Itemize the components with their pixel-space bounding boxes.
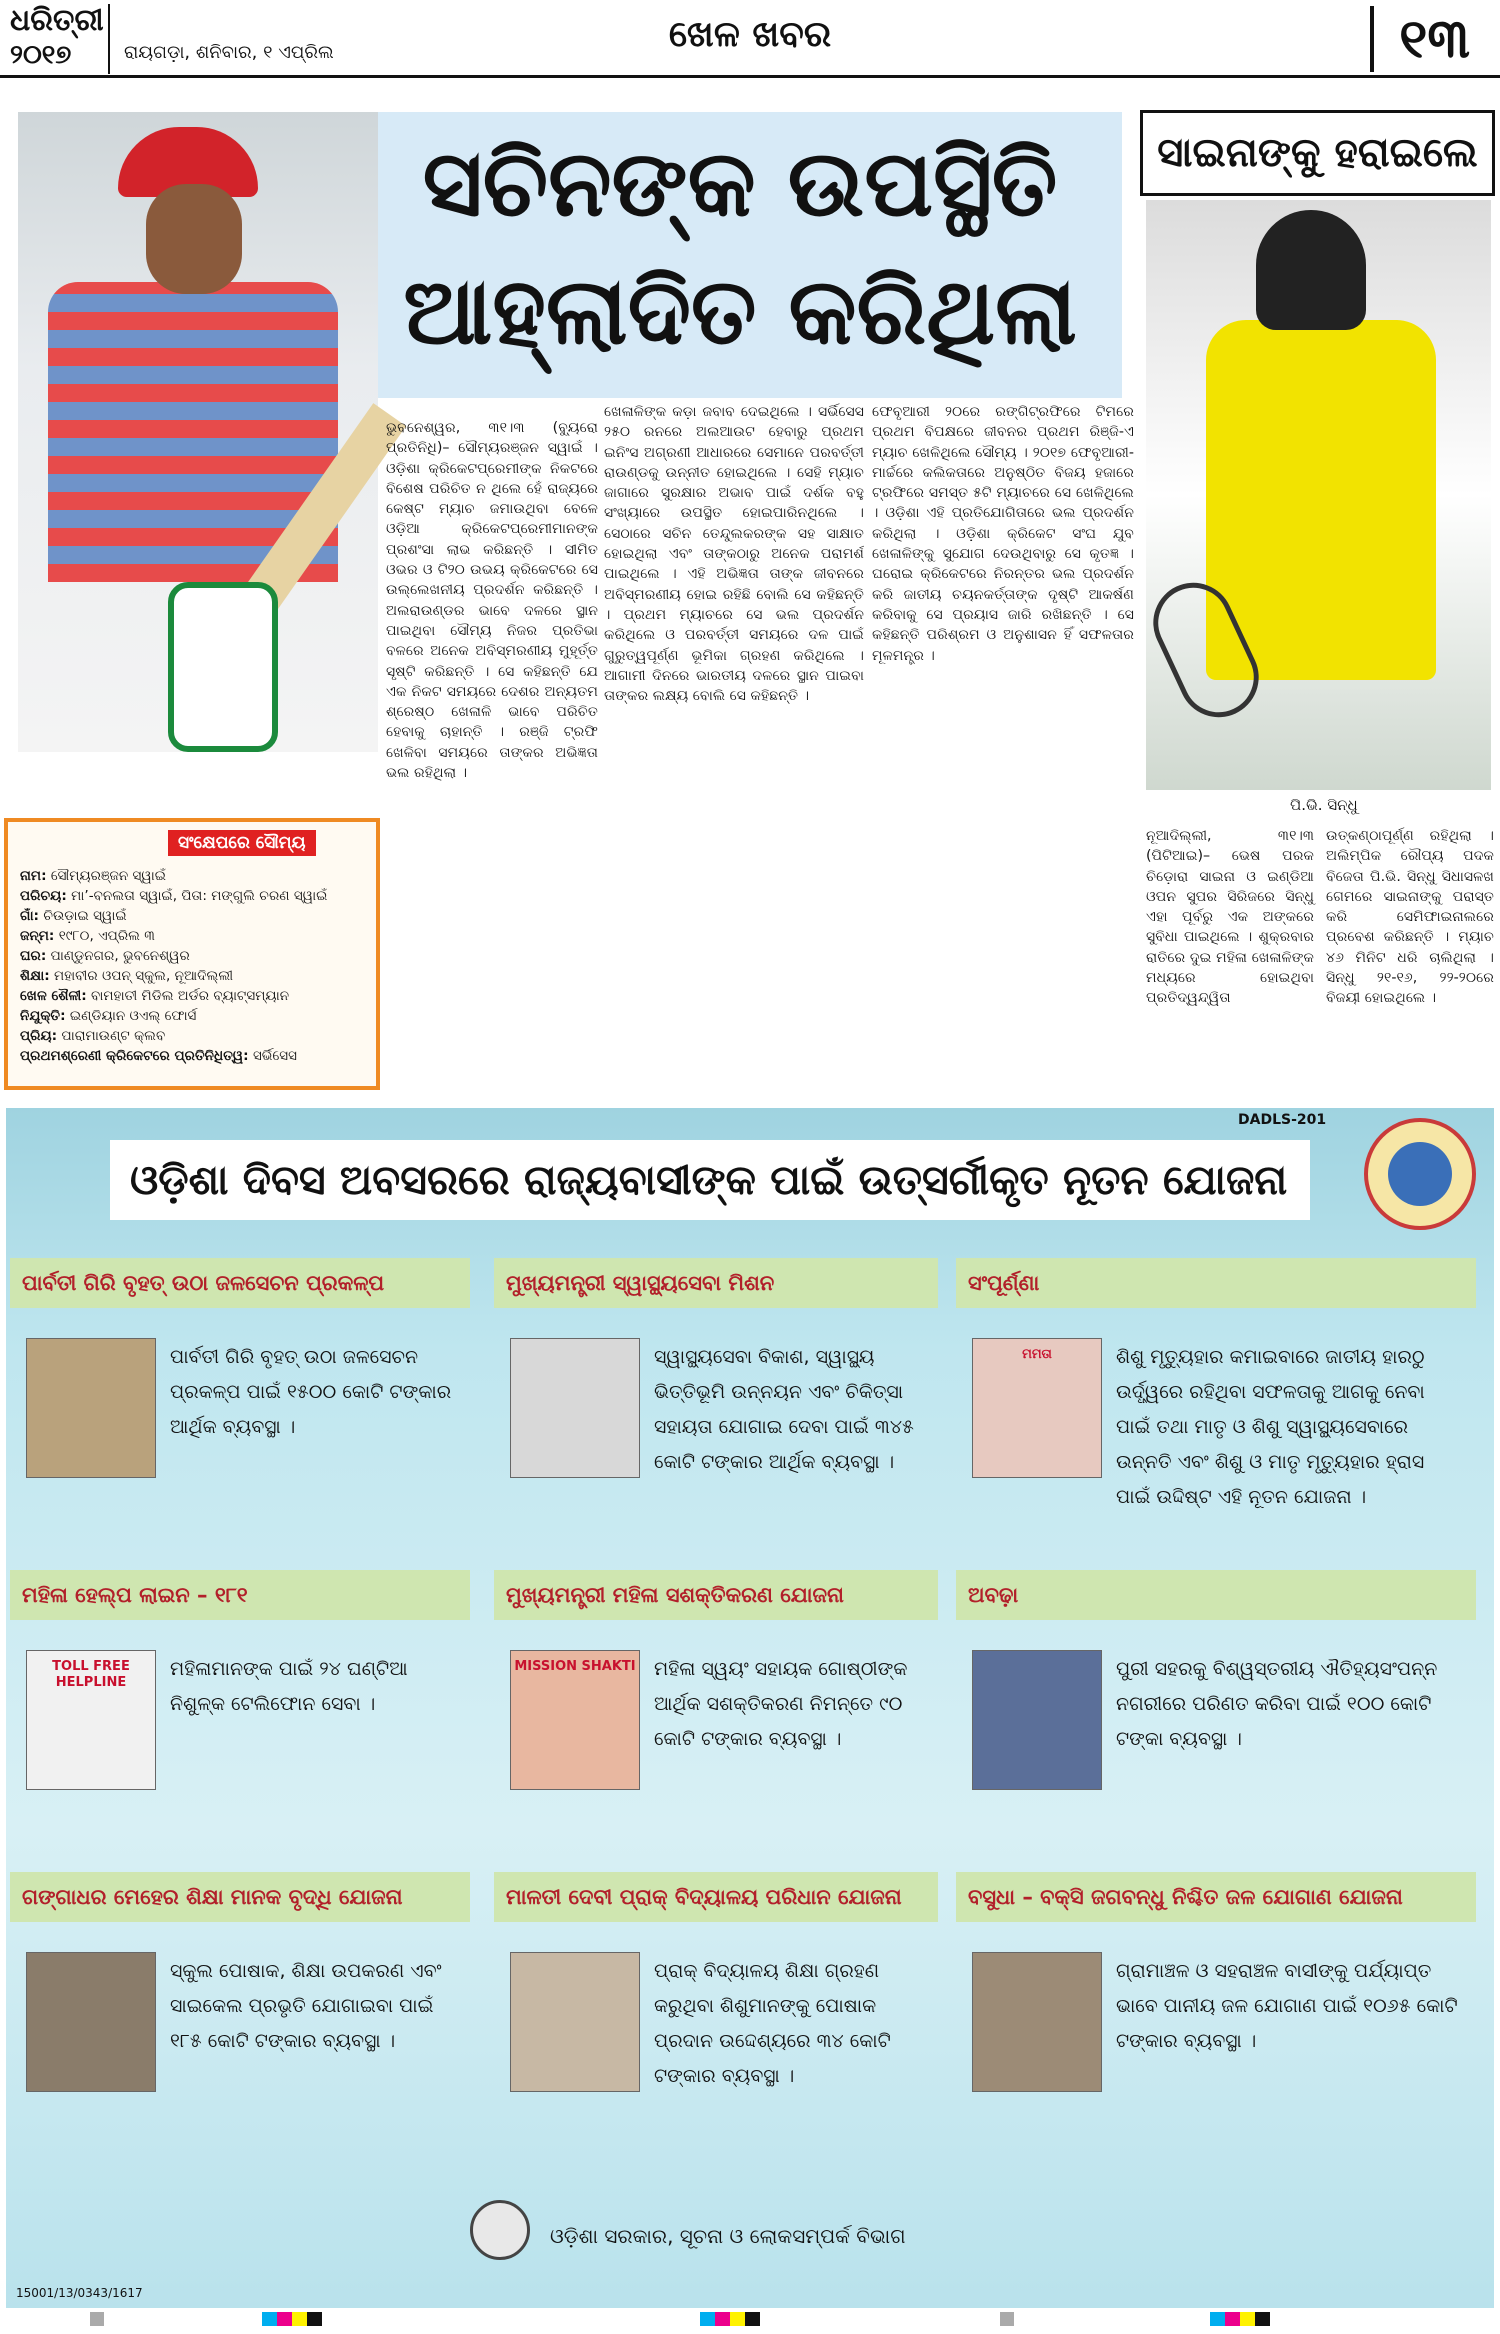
scheme-heading: ଗଙ୍ଗାଧର ମେହେର ଶିକ୍ଷା ମାନକ ବୃଦ୍ଧି ଯୋଜନା	[10, 1872, 470, 1922]
scheme-description: ମହିଳାମାନଙ୍କ ପାଇଁ ୨୪ ଘଣ୍ଟିଆ ନିଶୁଳ୍କ ଟେଲିଫୋନ ସେବା ।	[170, 1658, 408, 1715]
bio-key: ପ୍ରିୟ:	[20, 1028, 58, 1044]
scheme-photo	[972, 1650, 1102, 1790]
bio-key: ପ୍ରଥମଶ୍ରେଣୀ କ୍ରିକେଟରେ ପ୍ରତିନିଧିତ୍ୱ:	[20, 1048, 249, 1064]
scheme-heading: ମହିଳା ହେଲ୍ପ ଲାଇନ – ୧୮୧	[10, 1570, 470, 1620]
bio-line	[20, 966, 376, 986]
bio-value: ସର୍ଭିସେସ	[252, 1048, 298, 1064]
bio-line	[20, 1046, 376, 1066]
page-number: ୧୩	[1370, 6, 1495, 72]
scheme-heading: ମାଳତୀ ଦେବୀ ପ୍ରାକ୍ ବିଦ୍ୟାଳୟ ପରିଧାନ ଯୋଜନା	[494, 1872, 938, 1922]
scheme-photo	[972, 1338, 1102, 1478]
color-bar	[700, 2312, 760, 2326]
bio-line	[20, 946, 376, 966]
section-title: ଖେଳ ଖବର	[668, 14, 832, 55]
registration-mark	[1000, 2312, 1014, 2326]
scheme-badge: MISSION SHAKTI	[514, 1659, 636, 1674]
scheme-description: ପାର୍ବତୀ ଗିରି ବୃହତ୍ ଉଠା ଜଳସେଚନ ପ୍ରକଳ୍ପ ପାଇଁ ୧୫୦୦ କୋଟି ଟଙ୍କାର ଆର୍ଥିକ ବ୍ୟବସ୍ଥା ।	[170, 1346, 452, 1438]
scheme-photo	[972, 1952, 1102, 2092]
sindhu-photo	[1146, 200, 1491, 790]
bio-key: ଘର:	[20, 948, 47, 964]
photo-caption: ପି.ଭି. ସିନ୍ଧୁ	[1290, 796, 1358, 814]
lead-column-3: ଫେବୃଆରୀ ୨୦ରେ ରଙ୍ଗିଟ୍ରଫିରେ ଟିମରେ ପ୍ରଥମ ବିପକ୍ଷରେ ଜୀବନର ପ୍ରଥମ ରିଞ୍ଜି-ଏ ମ୍ୟାଚ ଖେଳିଥିଲେ ସୌମ୍ୟ । ୨୦୧୭ ଫେବୃଆରୀ-ମାର୍ଚ୍ଚରେ କଲିକତାରେ ଅନୁଷ୍ଠିତ ବିଜୟ ହଜାରେ ଟ୍ରଫିରେ ସମସ୍ତ ୫ଟି ମ୍ୟାଚରେ ସେ ଖେଳିଥିଲେ । ଓଡ଼ିଶା ଏହି ପ୍ରତିଯୋଗିତାରେ ଭଲ ପ୍ରଦର୍ଶନ କରିଥିଲା । ଓଡ଼ିଶା କ୍ରିକେଟ ସଂଘ ଯୁବ ଖେଳାଳିଙ୍କୁ ସୁଯୋଗ ଦେଉଥିବାରୁ ସେ କୃତଜ୍ଞ । ଘରୋଇ କ୍ରିକେଟରେ ନିରନ୍ତର ଭଲ ପ୍ରଦର୍ଶନ କରି ଜାତୀୟ ଚୟନକର୍ତ୍ତାଙ୍କ ଦୃଷ୍ଟି ଆକର୍ଷଣ କରିବାକୁ ସେ ପ୍ରୟାସ ଜାରି ରଖିଛନ୍ତି । ସେ କହିଛନ୍ତି ପରିଶ୍ରମ ଓ ଅନୁଶାସନ ହିଁ ସଫଳତାର ମୂଳମନ୍ତ୍ର ।	[872, 404, 1134, 664]
scheme-heading: ବସୁଧା – ବକ୍ସି ଜଗବନ୍ଧୁ ନିଶ୍ଚିତ ଜଳ ଯୋଗାଣ ଯୋଜନା	[956, 1872, 1476, 1922]
bio-value: ପାରାମାଉଣ୍ଟ କ୍ଲବ	[61, 1028, 166, 1044]
bio-line	[20, 886, 376, 906]
lead-headline	[360, 120, 1120, 376]
sindhu-story-text: ନୂଆଦିଲ୍ଲୀ, ୩୧।୩ (ପିଟିଆଇ)– ଭେଷ ପରକ ଚିଡ଼ୋରା ସାଇନା ଓ ଇଣ୍ଡିଆ ଓପନ ସୁପର ସିରିଜରେ ସିନ୍ଧୁ ଏହା ପୂର୍ବରୁ ଏକ ଅଙ୍କରେ ସୁବିଧା ପାଇଥିଲେ । ଶୁକ୍ରବାର ରାତିରେ ଦୁଇ ମହିଳା ଖେଳାଳିଙ୍କ ମଧ୍ୟରେ ହୋଇଥିବା ପ୍ରତିଦ୍ୱନ୍ଦ୍ୱିତା ଉତ୍କଣ୍ଠାପୂର୍ଣ୍ଣ ରହିଥିଲା । ଅଲିମ୍ପିକ ରୌପ୍ୟ ପଦକ ବିଜେତା ପି.ଭି. ସିନ୍ଧୁ ସିଧାସଳଖ ଗେମରେ ସାଇନାଙ୍କୁ ପରାସ୍ତ କରି ସେମିଫାଇନାଲରେ ପ୍ରବେଶ କରିଛନ୍ତି । ମ୍ୟାଚ ୪୬ ମିନିଟ ଧରି ଚାଲିଥିଲା । ସିନ୍ଧୁ ୨୧-୧୬, ୨୨-୨୦ରେ ବିଜୟୀ ହୋଇଥିଲେ ।	[1146, 828, 1494, 1007]
bio-line	[20, 1026, 376, 1046]
ad-title: ଓଡ଼ିଶା ଦିବସ ଅବସରରେ ରାଜ୍ୟବାସୀଙ୍କ ପାଇଁ ଉତ୍ସର୍ଗୀକୃତ ନୂତନ ଯୋଜନା	[130, 1156, 1288, 1204]
bio-box	[4, 818, 380, 1090]
scheme-description: ପ୍ରାକ୍ ବିଦ୍ୟାଳୟ ଶିକ୍ଷା ଗ୍ରହଣ କରୁଥିବା ଶିଶୁମାନଙ୍କୁ ପୋଷାକ ପ୍ରଦାନ ଉଦ୍ଦେଶ୍ୟରେ ୩୪ କୋଟି ଟଙ୍କାର ବ୍ୟବସ୍ଥା ।	[654, 1960, 891, 2087]
bio-title: ସଂକ୍ଷେପରେ ସୌମ୍ୟ	[168, 830, 316, 856]
bio-key: ଶିକ୍ଷା:	[20, 968, 50, 984]
odisha-day-logo-icon	[1364, 1118, 1476, 1230]
bio-key: ଜନ୍ମ:	[20, 928, 55, 944]
logo-year: ୨୦୧୭	[10, 40, 72, 70]
ad-reference: 15001/13/0343/1617	[16, 2286, 143, 2300]
sindhu-headline: ସାଇନାଙ୍କୁ ହରାଇଲେ	[1140, 110, 1495, 196]
scheme-badge: ମମତା	[1022, 1347, 1052, 1362]
headline-line-1: ସଚିନଙ୍କ ଉପସ୍ଥିତି	[422, 130, 1058, 237]
headline-line-2: ଆହ୍ଲାଦିତ କରିଥିଲା	[403, 258, 1077, 365]
scheme-description: ଗ୍ରାମାଞ୍ଚଳ ଓ ସହରାଞ୍ଚଳ ବାସୀଙ୍କୁ ପର୍ଯ୍ୟାପ୍ତ ଭାବେ ପାନୀୟ ଜଳ ଯୋଗାଣ ପାଇଁ ୧୦୬୫ କୋଟି ଟଙ୍କାର ବ୍ୟବସ୍ଥା ।	[1116, 1960, 1458, 2052]
scheme-photo	[26, 1338, 156, 1478]
scheme-description: ସ୍କୁଲ ପୋଷାକ, ଶିକ୍ଷା ଉପକରଣ ଏବଂ ସାଇକେଲ ପ୍ରଭୃତି ଯୋଗାଇବା ପାଇଁ ୧୮୫ କୋଟି ଟଙ୍କାର ବ୍ୟବସ୍ଥା ।	[170, 1960, 442, 2052]
bio-value: ବାମହାତୀ ମିଡିଲ ଅର୍ଡର ବ୍ୟାଟ୍ସମ୍ୟାନ	[91, 988, 290, 1004]
scheme-heading: ଅବଢ଼ା	[956, 1570, 1476, 1620]
bio-key: ନିଯୁକ୍ତି:	[20, 1008, 66, 1024]
scheme-description: ମହିଳା ସ୍ୱୟଂ ସହାୟକ ଗୋଷ୍ଠୀଙ୍କ ଆର୍ଥିକ ସଶକ୍ତିକରଣ ନିମନ୍ତେ ୯୦ କୋଟି ଟଙ୍କାର ବ୍ୟବସ୍ଥା ।	[654, 1658, 908, 1750]
bio-value: ୧୯୮୦, ଏପ୍ରିଲ ୩	[58, 928, 155, 944]
logo-name: ଧରିତ୍ରୀ	[10, 3, 104, 38]
bio-value: ପାଣ୍ଡୁନଗର, ଭୁବନେଶ୍ୱର	[50, 948, 190, 964]
bio-value: ଇଣ୍ଡିୟାନ ଓଏଲ୍ ଫୋର୍ସ	[69, 1008, 197, 1024]
scheme-badge: TOLL FREE HELPLINE	[52, 1659, 130, 1690]
bio-value: ମା’-ବନଲତା ସ୍ୱାଇଁ, ପିତା: ମଙ୍ଗୁଲି ଚରଣ ସ୍ୱାଇଁ	[71, 888, 328, 904]
lead-column-1: ଭୁବନେଶ୍ୱର, ୩୧।୩ (ବ୍ୟୁରୋ ପ୍ରତିନିଧି)– ସୌମ୍ୟରଞ୍ଜନ ସ୍ୱାଇଁ । ଓଡ଼ିଶା କ୍ରିକେଟପ୍ରେମୀଙ୍କ ନିକଟରେ ବିଶେଷ ପରିଚିତ ନ ଥିଲେ ହେଁ ରାଜ୍ୟରେ କେଷ୍ଟ ମ୍ୟାଚ ଜମାଉଥିବା ବେଳେ ଓଡ଼ିଆ କ୍ରିକେଟପ୍ରେମୀମାନଙ୍କ ପ୍ରଶଂସା ଲାଭ କରିଛନ୍ତି । ସୀମିତ ଓଭର ଓ ଟି୨୦ ଉଭୟ କ୍ରିକେଟରେ ସେ ଉଲ୍ଲେଖନୀୟ ପ୍ରଦର୍ଶନ କରିଛନ୍ତି । ଅଲରାଉଣ୍ଡର ଭାବେ ଦଳରେ ସ୍ଥାନ ପାଇଥିବା ସୌମ୍ୟ ନିଜର ପ୍ରତିଭା ବଳରେ ଅନେକ ଅବିସ୍ମରଣୀୟ ମୁହୂର୍ତ୍ତ ସୃଷ୍ଟି କରିଛନ୍ତି । ସେ କହିଛନ୍ତି ଯେ ଏକ ନିକଟ ସମୟରେ ଦେଶର ଅନ୍ୟତମ ଶ୍ରେଷ୍ଠ ଖେଳାଳି ଭାବେ ପରିଚିତ ହେବାକୁ ଚାହାନ୍ତି । ରଞ୍ଜି ଟ୍ରଫି ଖେଳିବା ସମୟରେ ତାଙ୍କର ଅଭିଜ୍ଞତା ଭଲ ରହିଥିଲା ।	[386, 420, 598, 782]
bio-line	[20, 866, 376, 886]
scheme-photo	[510, 1650, 640, 1790]
bio-line	[20, 926, 376, 946]
registration-mark	[90, 2312, 104, 2326]
color-bar	[1210, 2312, 1270, 2326]
bio-lines	[20, 866, 376, 1066]
bio-key: ପରିଚୟ:	[20, 888, 67, 904]
scheme-heading: ମୁଖ୍ୟମନ୍ତ୍ରୀ ମହିଳା ସଶକ୍ତିକରଣ ଯୋଜନା	[494, 1570, 938, 1620]
bio-key: ଖେଳ ଶୈଳୀ:	[20, 988, 87, 1004]
scheme-description: ଶିଶୁ ମୃତ୍ୟୁହାର କମାଇବାରେ ଜାତୀୟ ହାରଠୁ ଉର୍ଦ୍ଧ୍ୱରେ ରହିଥିବା ସଫଳତାକୁ ଆଗକୁ ନେବା ପାଇଁ ତଥା ମାତୃ ଓ ଶିଶୁ ସ୍ୱାସ୍ଥ୍ୟସେବାରେ ଉନ୍ନତି ଏବଂ ଶିଶୁ ଓ ମାତୃ ମୃତ୍ୟୁହାର ହ୍ରାସ ପାଇଁ ଉଦ୍ଦିଷ୍ଟ ଏହି ନୂତନ ଯୋଜନା ।	[1116, 1346, 1425, 1508]
newspaper-logo	[6, 4, 110, 74]
lead-column-2: ଖେଳାଳିଙ୍କ କଡ଼ା ଜବାବ ଦେଇଥିଲେ । ସର୍ଭିସେସ ୨୫୦ ରନରେ ଅଲଆଉଟ ହେବାରୁ ପ୍ରଥମ ଇନିଂସ ଅଗ୍ରଣୀ ଆଧାରରେ ସେମାନେ ପରବର୍ତ୍ତୀ ରାଉଣ୍ଡକୁ ଉନ୍ନୀତ ହୋଇଥିଲେ । ସେହି ମ୍ୟାଚ ଜାଗାରେ ସୁରକ୍ଷାର ଅଭାବ ପାଇଁ ଦର୍ଶକ ବହୁ ସଂଖ୍ୟାରେ ଉପସ୍ଥିତ ହୋଇପାରିନଥିଲେ । ସେଠାରେ ସଚିନ ତେନ୍ଦୁଲକରଙ୍କ ସହ ସାକ୍ଷାତ ହୋଇଥିଲା ଏବଂ ତାଙ୍କଠାରୁ ଅନେକ ପରାମର୍ଶ ପାଇଥିଲେ । ଏହି ଅଭିଜ୍ଞତା ତାଙ୍କ ଜୀବନରେ ଅବିସ୍ମରଣୀୟ ହୋଇ ରହିଛି ବୋଲି ସେ କହିଛନ୍ତି । ପ୍ରଥମ ମ୍ୟାଚରେ ସେ ଭଲ ପ୍ରଦର୍ଶନ କରିଥିଲେ ଓ ପରବର୍ତ୍ତୀ ସମୟରେ ଦଳ ପାଇଁ ଗୁରୁତ୍ୱପୂର୍ଣ୍ଣ ଭୂମିକା ଗ୍ରହଣ କରିଥିଲେ । ଆଗାମୀ ଦିନରେ ଭାରତୀୟ ଦଳରେ ସ୍ଥାନ ପାଇବା ତାଙ୍କର ଲକ୍ଷ୍ୟ ବୋଲି ସେ କହିଛନ୍ତି ।	[604, 404, 864, 705]
cricketer-photo	[18, 112, 378, 752]
scheme-photo	[510, 1952, 640, 2092]
bio-line	[20, 906, 376, 926]
ad-footer: ଓଡ଼ିଶା ସରକାର, ସୂଚନା ଓ ଲୋକସମ୍ପର୍କ ବିଭାଗ	[550, 2224, 906, 2248]
bio-line	[20, 986, 376, 1006]
scheme-heading: ମୁଖ୍ୟମନ୍ତ୍ରୀ ସ୍ୱାସ୍ଥ୍ୟସେବା ମିଶନ	[494, 1258, 938, 1308]
scheme-photo	[26, 1650, 156, 1790]
dateline: ରାୟଗଡ଼ା, ଶନିବାର, ୧ ଏପ୍ରିଲ	[124, 42, 334, 63]
scheme-heading: ସଂପୂର୍ଣ୍ଣା	[956, 1258, 1476, 1308]
scheme-heading: ପାର୍ବତୀ ଗିରି ବୃହତ୍ ଉଠା ଜଳସେଚନ ପ୍ରକଳ୍ପ	[10, 1258, 470, 1308]
scheme-description: ପୁରୀ ସହରକୁ ବିଶ୍ୱସ୍ତରୀୟ ଐତିହ୍ୟସଂପନ୍ନ ନଗରୀରେ ପରିଣତ କରିବା ପାଇଁ ୧୦୦ କୋଟି ଟଙ୍କା ବ୍ୟବସ୍ଥା ।	[1116, 1658, 1438, 1750]
bio-value: ମହାବୀର ଓପନ୍ ସ୍କୁଲ, ନୂଆଦିଲ୍ଲୀ	[53, 968, 234, 984]
scheme-photo	[26, 1952, 156, 2092]
bio-value: ସୌମ୍ୟରଞ୍ଜନ ସ୍ୱାଇଁ	[50, 868, 167, 884]
bio-key: ନାମ:	[20, 868, 47, 884]
bio-value: ଚିଉଡ଼ାଇ ସ୍ୱାଇଁ	[43, 908, 127, 924]
scheme-photo	[510, 1338, 640, 1478]
bio-key: ଗାଁ:	[20, 908, 39, 924]
scheme-description: ସ୍ୱାସ୍ଥ୍ୟସେବା ବିକାଶ, ସ୍ୱାସ୍ଥ୍ୟ ଭିତ୍ତିଭୂମି ଉନ୍ନୟନ ଏବଂ ଚିକିତ୍ସା ସହାୟତା ଯୋଗାଇ ଦେବା ପାଇଁ ୩୪୫ କୋଟି ଟଙ୍କାର ଆର୍ଥିକ ବ୍ୟବସ୍ଥା ।	[654, 1346, 914, 1473]
color-bar	[262, 2312, 322, 2326]
bio-line	[20, 1006, 376, 1026]
ad-code: DADLS-201	[1238, 1112, 1327, 1128]
